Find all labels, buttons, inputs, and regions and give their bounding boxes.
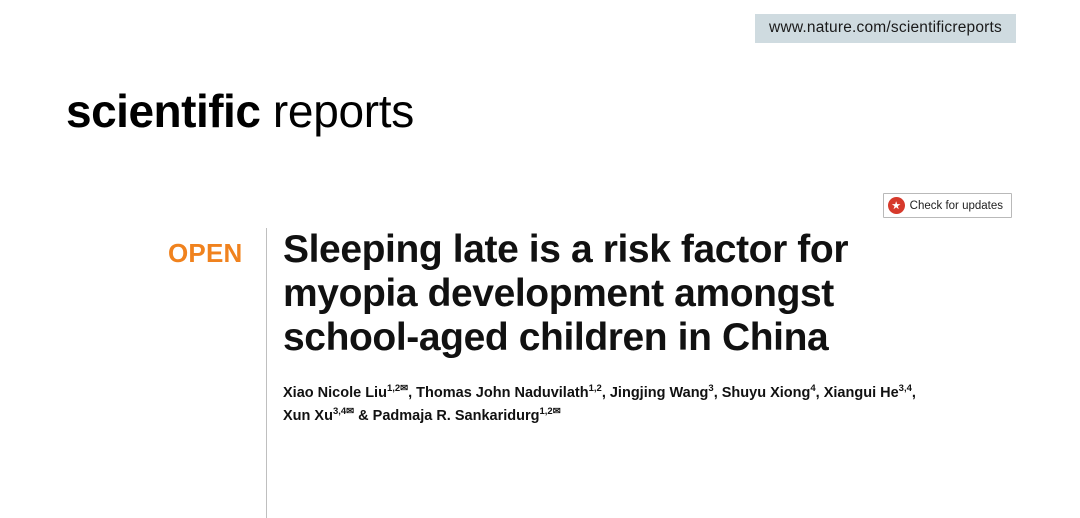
- author-affiliation-marker: 3,4: [332, 405, 347, 417]
- author-separator: ,: [911, 385, 916, 402]
- author-affiliation-marker: 1,2: [588, 383, 602, 395]
- open-access-label: OPEN: [168, 238, 243, 268]
- masthead-word-scientific: scientific: [66, 85, 261, 137]
- page-title: Sleeping late is a risk factor for myopia development amongst school-aged children in China: [283, 228, 849, 360]
- author-affiliation-marker: 1,2: [539, 405, 553, 417]
- author-name: , Thomas John Naduvilath: [408, 385, 589, 402]
- author-name: , Jingjing Wang: [601, 385, 709, 402]
- author-name: , Xiangui He: [815, 385, 899, 402]
- article-header: [266, 228, 1020, 518]
- journal-url-banner: www.nature.com/scientificreports: [755, 14, 1016, 43]
- corresponding-author-icon: ✉: [552, 405, 561, 417]
- author-affiliation-marker: 1,2: [386, 383, 401, 395]
- check-for-updates-badge[interactable]: [883, 193, 1012, 218]
- author-affiliation-marker: 3: [708, 383, 714, 395]
- author-affiliation-marker: 3,4: [898, 383, 912, 395]
- author-name: & Padmaja R. Sankaridurg: [354, 407, 540, 424]
- author-name: , Shuyu Xiong: [713, 385, 811, 402]
- corresponding-author-icon: ✉: [346, 405, 355, 417]
- author-affiliation-marker: 4: [810, 383, 816, 395]
- check-for-updates-label: Check for updates: [909, 199, 1003, 212]
- masthead-word-reports: reports: [260, 85, 414, 137]
- journal-masthead: [66, 85, 414, 137]
- corresponding-author-icon: ✉: [400, 383, 409, 395]
- crossmark-logo-icon: [888, 197, 905, 214]
- author-name: Xun Xu: [283, 407, 333, 424]
- author-list: [283, 382, 1020, 427]
- author-name: Xiao Nicole Liu: [283, 385, 387, 402]
